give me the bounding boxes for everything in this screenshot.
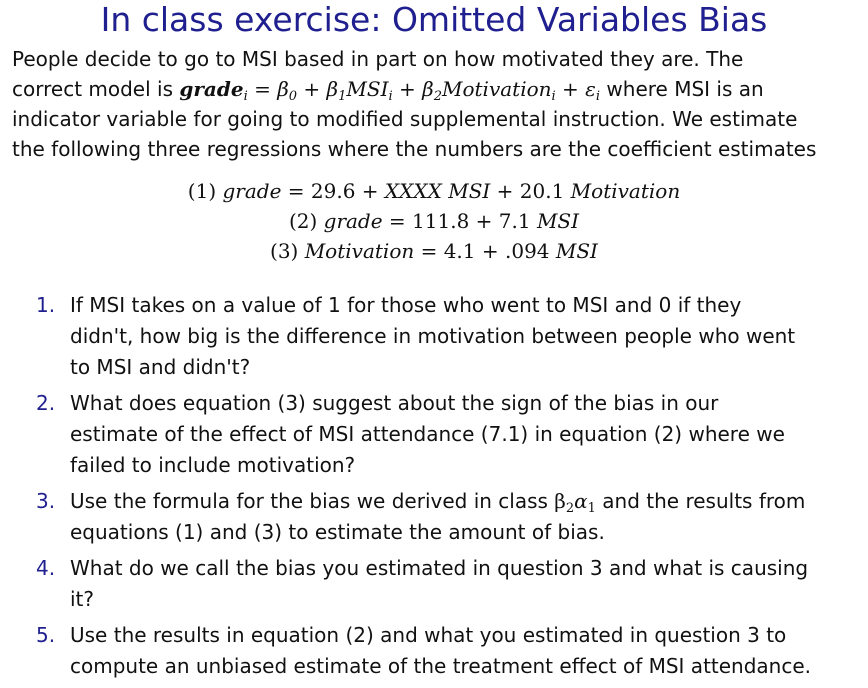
question-item	[36, 290, 862, 383]
question-line: failed to include motivation?	[70, 453, 356, 477]
model-term: + β	[297, 77, 339, 101]
slide-title: In class exercise: Omitted Variables Bias	[100, 0, 768, 39]
question-list	[36, 290, 862, 687]
equation-rhs: = 4.1 + .094	[414, 239, 556, 263]
model-term: + β	[392, 77, 434, 101]
subscript: i	[551, 89, 556, 104]
question-line: What does equation (3) suggest about the sign of the bias in our	[70, 391, 719, 415]
subscript: 1	[338, 89, 347, 104]
question-number: 4.	[36, 556, 56, 580]
question-line: equations (1) and (3) to estimate the amount of bias.	[70, 520, 605, 544]
question-line: didn't, how big is the difference in motivation between people who went	[70, 324, 796, 348]
intro-line-2	[12, 74, 862, 104]
question-line: Use the results in equation (2) and what you estimated in question 3 to	[70, 623, 787, 647]
subscript: 2	[565, 501, 575, 516]
equation-label: (1)	[187, 179, 223, 203]
intro-line-3: indicator variable for going to modified supplemental instruction. We estimate	[12, 107, 798, 131]
equation-var: Motivation	[570, 179, 681, 203]
question-line: compute an unbiased estimate of the treatment effect of MSI attendance.	[70, 654, 812, 678]
regression-equations	[0, 176, 868, 266]
equation-var: MSI	[555, 239, 598, 263]
question-line: If MSI takes on a value of 1 for those who went to MSI and 0 if they	[70, 293, 742, 317]
intro-line-1: People decide to go to MSI based in part on how motivated they are. The	[12, 47, 744, 71]
intro-text: correct model is	[12, 77, 180, 101]
equation-label: (2)	[288, 209, 324, 233]
model-var-motivation: Motivation	[441, 77, 552, 101]
question-number: 5.	[36, 623, 56, 647]
subscript: i	[595, 89, 601, 104]
equation-rhs: + 20.1	[490, 179, 571, 203]
equation-1	[0, 176, 868, 206]
equation-var: MSI	[536, 209, 580, 233]
question-item	[36, 620, 862, 682]
question-text	[70, 388, 862, 481]
subscript: 2	[433, 89, 442, 104]
question-text	[70, 290, 862, 383]
equation-lhs: grade	[323, 209, 383, 233]
subscript: 1	[587, 501, 596, 516]
equation-3	[0, 236, 868, 266]
question-text-part: Use the formula for the bias we derived in class	[70, 489, 555, 513]
subscript: 0	[288, 89, 298, 104]
model-term: = β	[247, 77, 289, 101]
question-text	[70, 620, 862, 682]
question-line	[70, 486, 862, 517]
equation-lhs: grade	[222, 179, 282, 203]
model-lhs: grade	[179, 77, 244, 101]
question-number: 2.	[36, 391, 56, 415]
question-line: estimate of the effect of MSI attendance (7.1) in equation (2) where we	[70, 422, 785, 446]
equation-hidden-coef: XXXX MSI	[384, 179, 491, 203]
question-number: 1.	[36, 293, 56, 317]
intro-line-4: the following three regressions where the numbers are the coefficient estimates	[12, 137, 817, 161]
intro-text: where MSI is an	[600, 77, 764, 101]
question-text	[70, 553, 862, 615]
equation-label: (3)	[270, 239, 305, 263]
question-item	[36, 553, 862, 615]
model-equation	[179, 77, 601, 104]
question-text	[70, 486, 862, 548]
question-text-part: and the results from	[595, 489, 806, 513]
question-line: What do we call the bias you estimated in question 3 and what is causing	[70, 556, 809, 580]
equation-rhs: = 29.6 +	[281, 179, 385, 203]
intro-paragraph	[12, 44, 862, 164]
bias-formula-alpha: α	[574, 489, 588, 513]
model-term: + ε	[555, 77, 596, 101]
question-item	[36, 388, 862, 481]
question-line: it?	[70, 587, 95, 611]
equation-2	[0, 206, 868, 236]
subscript: i	[243, 89, 248, 104]
equation-rhs: = 111.8 + 7.1	[382, 209, 537, 233]
equation-lhs: Motivation	[304, 239, 415, 263]
question-item	[36, 486, 862, 548]
bias-formula-beta: β	[554, 489, 566, 513]
model-var-msi: MSI	[346, 77, 389, 101]
question-line: to MSI and didn't?	[70, 355, 251, 379]
subscript: i	[388, 89, 393, 104]
question-number: 3.	[36, 489, 56, 513]
